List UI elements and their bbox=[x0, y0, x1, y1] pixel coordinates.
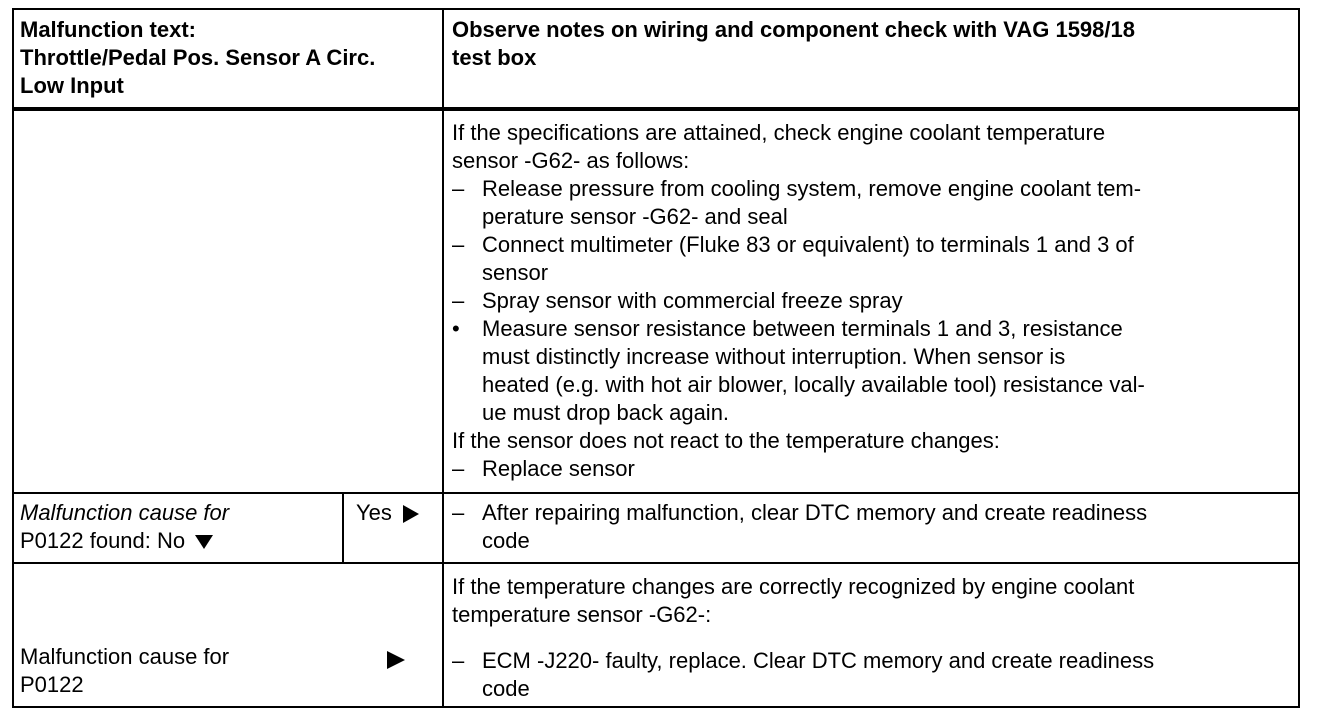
cause-line: P0122 bbox=[20, 672, 84, 697]
step-line: Measure sensor resistance between terminals 1 and 3, resistance bbox=[482, 316, 1123, 341]
step-line: After repairing malfunction, clear DTC memory and create readiness bbox=[482, 500, 1148, 525]
intro-line: temperature sensor -G62-: bbox=[452, 602, 712, 627]
arrow-right-icon bbox=[386, 650, 406, 670]
malfunction-text-header bbox=[20, 16, 375, 100]
arrow-down-icon bbox=[195, 534, 213, 550]
step-line: must distinctly increase without interruption. When sensor is bbox=[482, 344, 1066, 369]
table-border-top bbox=[12, 8, 1300, 10]
yes-cell bbox=[356, 499, 420, 527]
column-divider bbox=[442, 8, 444, 708]
dash-marker: – bbox=[452, 176, 465, 201]
intro-line: If the specifications are attained, check engine coolant temperature bbox=[452, 120, 1106, 145]
bullet-marker: • bbox=[452, 316, 460, 341]
step-line: Replace sensor bbox=[482, 456, 635, 481]
step-line: Release pressure from cooling system, remove engine coolant tem- bbox=[482, 176, 1142, 201]
cause-line: Malfunction cause for bbox=[20, 644, 230, 669]
dash-marker: – bbox=[452, 500, 465, 525]
step-replace-sensor bbox=[452, 455, 1145, 483]
dash-marker: – bbox=[452, 648, 465, 673]
step-line: code bbox=[482, 676, 530, 701]
cause-line-with-no bbox=[20, 527, 229, 555]
dash-marker: – bbox=[452, 456, 465, 481]
row-divider-1 bbox=[12, 492, 1300, 494]
table-border-bottom bbox=[12, 706, 1300, 708]
cause-found-cell bbox=[20, 499, 229, 555]
step-replace-ecm bbox=[452, 647, 1154, 703]
header-divider bbox=[12, 107, 1300, 111]
step-line: Spray sensor with commercial freeze spray bbox=[482, 288, 903, 313]
step-measure-resistance bbox=[452, 315, 1145, 427]
header-right-line: Observe notes on wiring and component check with VAG 1598/18 bbox=[452, 17, 1135, 42]
observe-notes-header bbox=[452, 16, 1135, 72]
step-release-pressure bbox=[452, 175, 1145, 231]
cause-line: P0122 found: No bbox=[20, 528, 186, 553]
step-line: Connect multimeter (Fluke 83 or equivalent) to terminals 1 and 3 of bbox=[482, 232, 1134, 257]
cause-cell bbox=[20, 643, 229, 699]
step-line: code bbox=[482, 528, 530, 553]
header-right-line: test box bbox=[452, 45, 537, 70]
cause-line: Malfunction cause for bbox=[20, 500, 230, 525]
table-border-right bbox=[1298, 8, 1300, 708]
intro-line: sensor -G62- as follows: bbox=[452, 148, 690, 173]
procedure-cell bbox=[452, 119, 1145, 483]
recognized-cell bbox=[452, 573, 1154, 703]
arrow-right-icon bbox=[402, 505, 420, 523]
step-freeze-spray bbox=[452, 287, 1145, 315]
yes-label: Yes bbox=[356, 500, 392, 525]
condition-line: If the sensor does not react to the temperature changes: bbox=[452, 428, 1000, 453]
yes-divider bbox=[342, 492, 344, 564]
step-line: ue must drop back again. bbox=[482, 400, 730, 425]
step-line: sensor bbox=[482, 260, 549, 285]
step-clear-dtc bbox=[452, 499, 1147, 555]
table-border-left bbox=[12, 8, 14, 708]
header-left-line: Throttle/Pedal Pos. Sensor A Circ. bbox=[20, 45, 376, 70]
step-line: ECM -J220- faulty, replace. Clear DTC memory and create readiness bbox=[482, 648, 1155, 673]
dash-marker: – bbox=[452, 232, 465, 257]
header-left-line: Malfunction text: bbox=[20, 17, 196, 42]
step-line: heated (e.g. with hot air blower, locally available tool) resistance val- bbox=[482, 372, 1145, 397]
dash-marker: – bbox=[452, 288, 465, 313]
step-line: perature sensor -G62- and seal bbox=[482, 204, 788, 229]
step-connect-multimeter bbox=[452, 231, 1145, 287]
intro-line: If the temperature changes are correctly recognized by engine coolant bbox=[452, 574, 1135, 599]
cause-action-cell bbox=[452, 499, 1147, 555]
header-left-line: Low Input bbox=[20, 73, 124, 98]
row-divider-2 bbox=[12, 562, 1300, 564]
